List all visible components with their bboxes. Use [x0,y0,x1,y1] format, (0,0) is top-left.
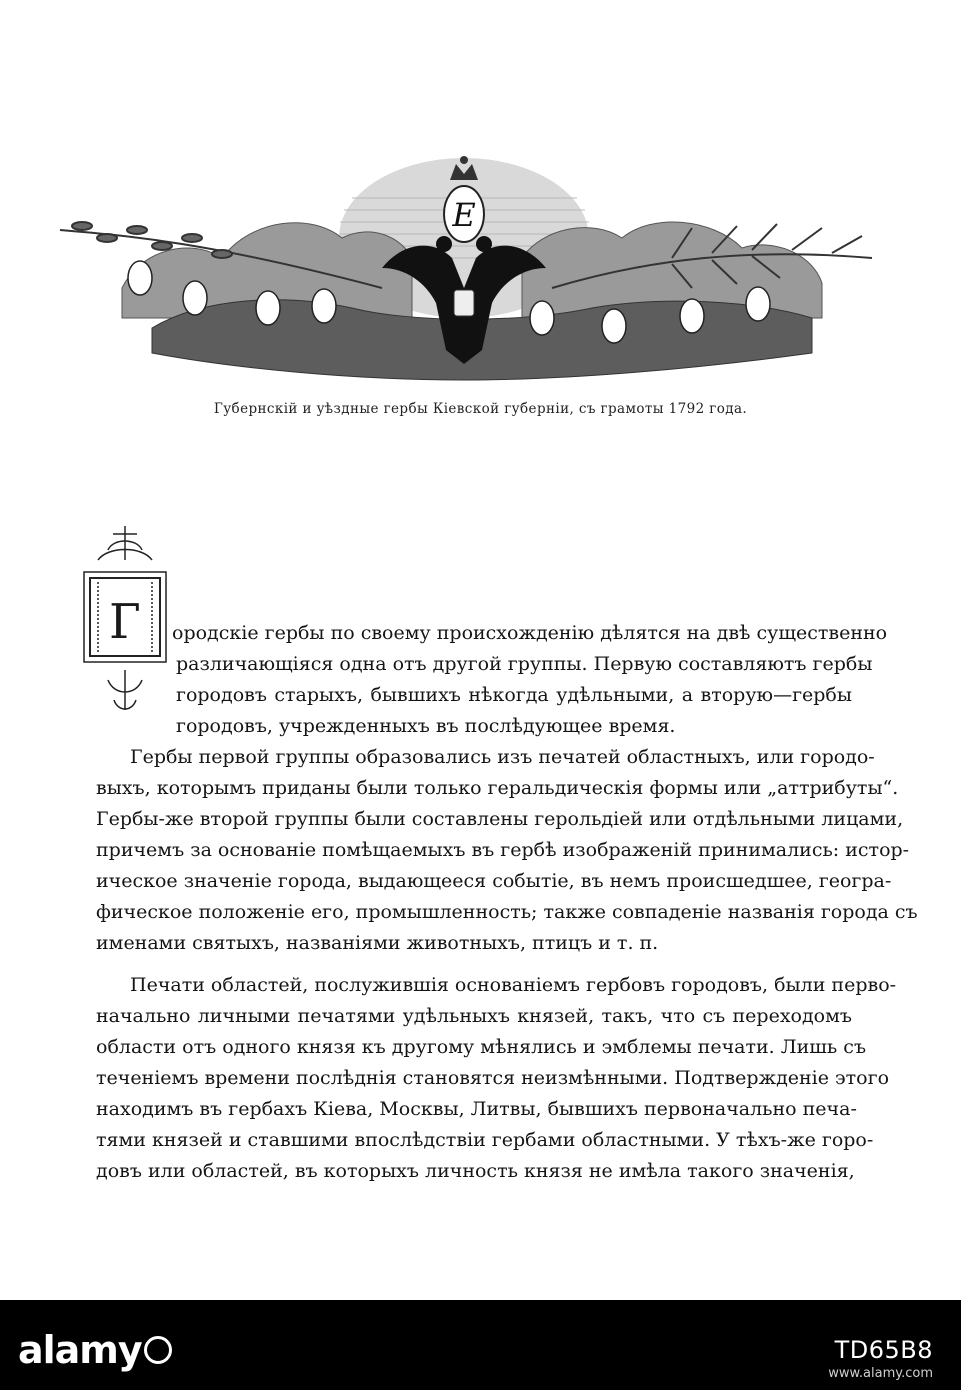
district-arm [183,281,207,315]
illustration-caption: Губернскій и уѣздные гербы Кіевской губерніи, съ грамоты 1792 года. [213,401,748,417]
text-line: ическое значеніе города, выдающееся событіе, въ немъ происшедшее, геогра- [96,870,892,892]
text-line: Печати областей, послужившія основаніемъ гербовъ городовъ, были перво- [130,974,897,996]
text-line: довъ или областей, въ которыхъ личность князя не имѣла такого значенія, [96,1160,855,1182]
image-id: TD65B8 [834,1336,933,1364]
text-line: начально личными печатями удѣльныхъ князей, такъ, что съ переходомъ [96,1005,852,1027]
text-line: выхъ, которымъ приданы были только геральдическія формы или „аттрибуты“. [96,777,899,799]
text-line: ородскіе гербы по своему происхожденію дѣлятся на двѣ существенно [172,622,888,644]
drop-cap-letter: Г [109,594,141,650]
stock-url[interactable]: www.alamy.com [828,1366,933,1381]
district-arm [530,301,554,335]
text-line: тями князей и ставшими впослѣдствіи гербами областными. У тѣхъ-же горо- [96,1129,874,1151]
text-line: фическое положеніе его, промышленность; также совпаденіе названія города съ [96,901,918,923]
eagle-shield [454,290,474,316]
text-line: Гербы-же второй группы были составлены герольдіей или отдѣльными лицами, [96,808,904,830]
logo-mark-icon [144,1336,172,1364]
text-line: различающіяся одна отъ другой группы. Первую составляютъ гербы [176,653,873,675]
coat-of-arms-illustration [52,118,882,398]
text-line: причемъ за основаніе помѣщаемыхъ въ гербѣ изображеній принимались: истор- [96,839,910,861]
district-arm [680,299,704,333]
monogram-letter: Е [452,196,476,234]
district-arm [602,309,626,343]
stock-logo[interactable] [18,1328,172,1372]
text-line: области отъ одного князя къ другому мѣнялись и эмблемы печати. Лишь съ [96,1036,867,1058]
text-line: теченіемъ времени послѣднія становятся неизмѣнными. Подтвержденіе этого [96,1067,890,1089]
district-arm [256,291,280,325]
text-line: городовъ, учрежденныхъ въ послѣдующее время. [176,715,676,737]
text-line: находимъ въ гербахъ Кіева, Москвы, Литвы, бывшихъ первоначально печа- [96,1098,857,1120]
stock-logo-text: alamy [18,1328,142,1372]
text-line: Гербы первой группы образовались изъ печатей областныхъ, или городо- [130,746,875,768]
district-arm [128,261,152,295]
district-arm [312,289,336,323]
district-arm [746,287,770,321]
text-line: городовъ старыхъ, бывшихъ нѣкогда удѣльными, а вторую—гербы [176,684,852,706]
text-line: именами святыхъ, названіями животныхъ, птицъ и т. п. [96,932,659,954]
